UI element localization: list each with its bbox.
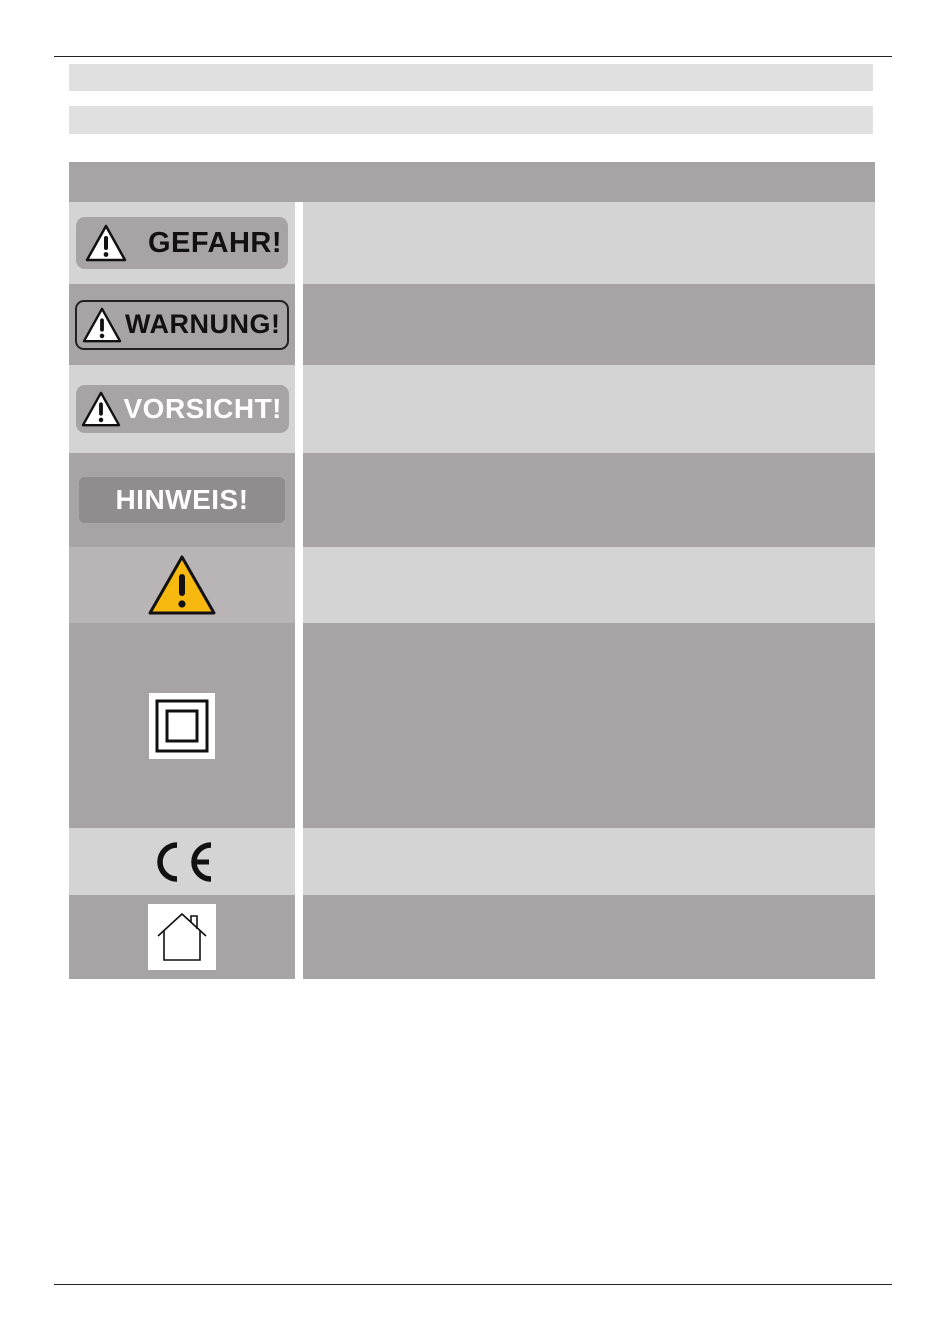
description-cell xyxy=(303,365,875,453)
table-row xyxy=(69,202,875,284)
warning-triangle-icon xyxy=(80,390,122,428)
table-row xyxy=(69,895,875,979)
hinweis-label: HINWEIS! xyxy=(115,484,249,515)
symbol-cell xyxy=(69,284,295,365)
table-row xyxy=(69,623,875,828)
warning-triangle-icon xyxy=(81,306,123,344)
symbol-cell xyxy=(69,895,295,979)
table-header xyxy=(69,162,875,202)
top-rule xyxy=(54,56,892,57)
symbol-cell xyxy=(69,623,295,828)
yellow-warning-triangle-icon xyxy=(147,554,217,616)
description-cell xyxy=(303,895,875,979)
table-row xyxy=(69,547,875,623)
table-row xyxy=(69,284,875,365)
description-cell xyxy=(303,284,875,365)
bottom-rule xyxy=(54,1284,892,1285)
description-cell xyxy=(303,453,875,547)
symbol-cell xyxy=(69,453,295,547)
description-cell xyxy=(303,202,875,284)
vorsicht-badge xyxy=(76,385,289,433)
symbol-cell xyxy=(69,828,295,895)
indoor-use-house-icon xyxy=(148,904,216,970)
ce-mark-icon xyxy=(149,840,215,884)
warnung-label: WARNUNG! xyxy=(125,309,281,339)
warning-triangle-icon xyxy=(84,223,128,263)
symbol-cell xyxy=(69,547,295,623)
description-cell xyxy=(303,828,875,895)
warnung-badge xyxy=(75,300,289,350)
symbol-cell xyxy=(69,365,295,453)
table-row xyxy=(69,453,875,547)
symbol-cell xyxy=(69,202,295,284)
description-cell xyxy=(303,547,875,623)
hinweis-badge xyxy=(79,477,285,523)
table-row xyxy=(69,828,875,895)
heading-bar-2 xyxy=(69,106,873,134)
table-row xyxy=(69,365,875,453)
symbol-table xyxy=(69,162,875,979)
heading-bar-1 xyxy=(69,64,873,91)
gefahr-label: GEFAHR! xyxy=(148,226,282,259)
protection-class-ii-double-square-icon xyxy=(149,693,215,759)
vorsicht-label: VORSICHT! xyxy=(123,393,282,424)
description-cell xyxy=(303,623,875,828)
gefahr-badge xyxy=(76,217,288,269)
